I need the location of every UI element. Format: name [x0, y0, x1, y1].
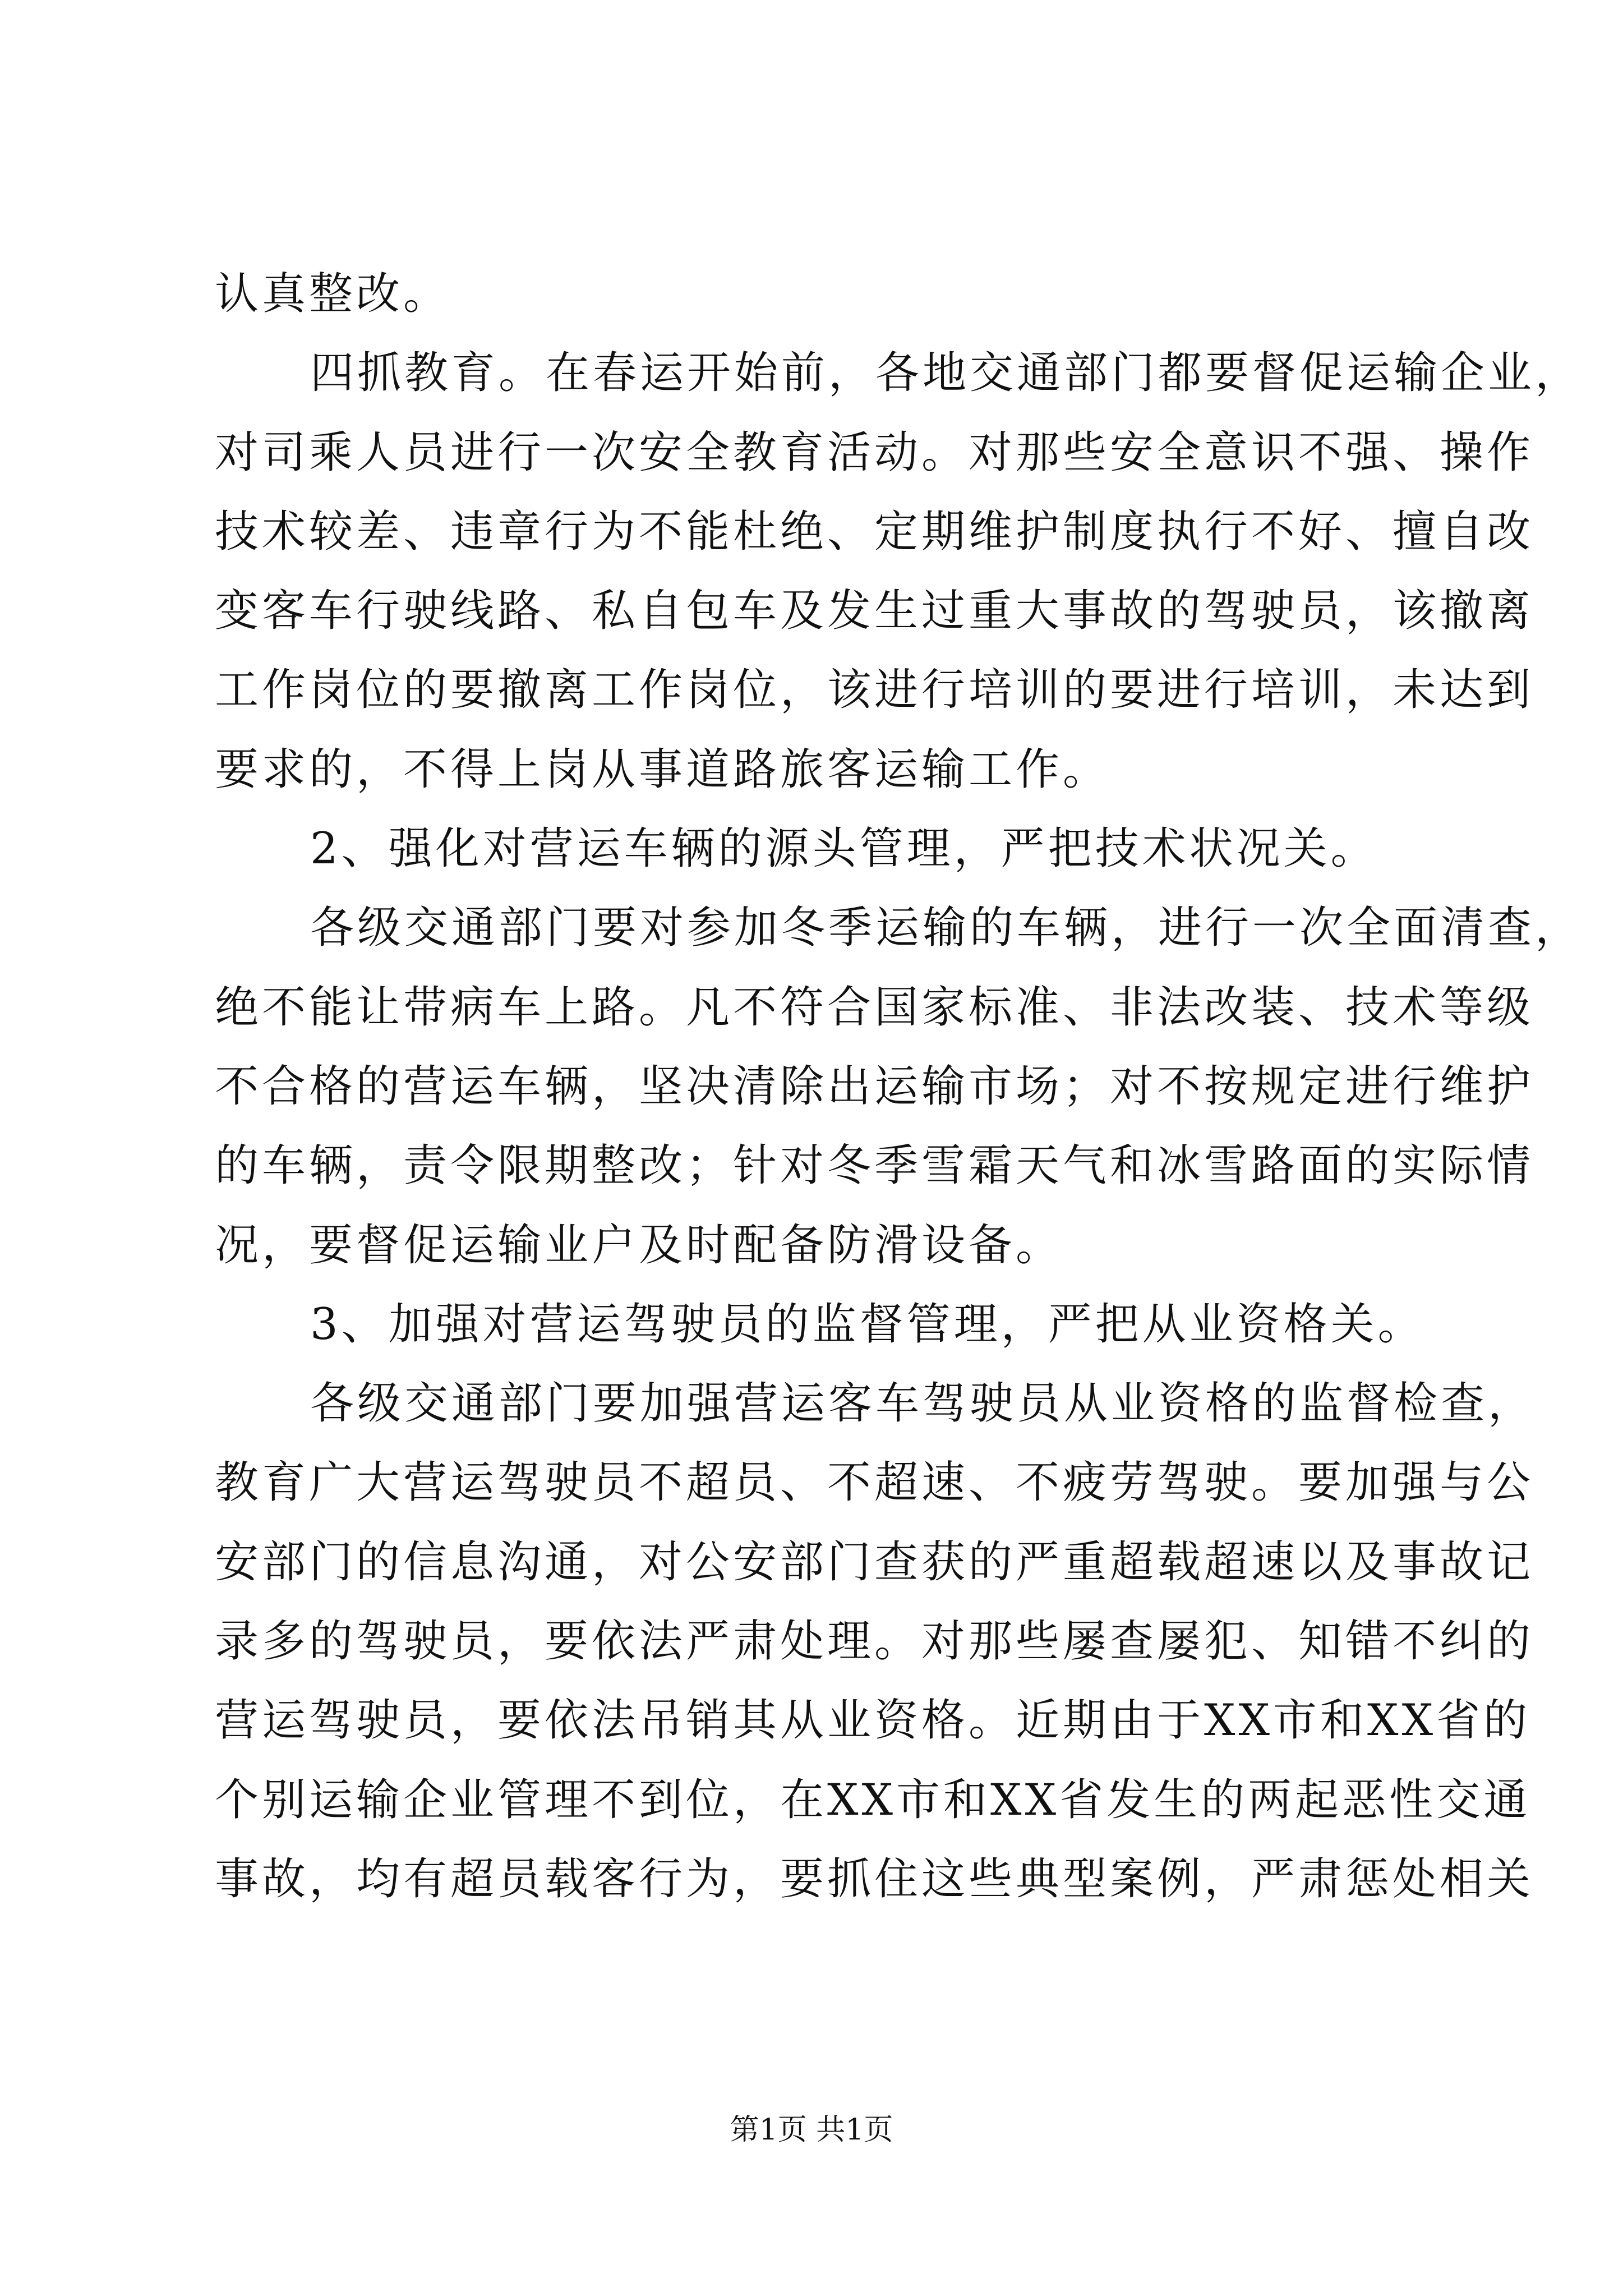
- text-line: 要求的，不得上岗从事道路旅客运输工作。: [215, 744, 1110, 795]
- text-line: 教育广大营运驾驶员不超员、不超速、不疲劳驾驶。要加强与公: [215, 1457, 1534, 1508]
- text-line: 变客车行驶线路、私自包车及发生过重大事故的驾驶员，该撤离: [215, 586, 1534, 637]
- section-heading: 3、加强对营运驾驶员的监督管理，严把从业资格关。: [310, 1299, 1425, 1350]
- text-line: 事故，均有超员载客行为，要抓住这些典型案例，严肃惩处相关: [215, 1853, 1534, 1904]
- text-line: 技术较差、违章行为不能杜绝、定期维护制度执行不好、擅自改: [215, 506, 1534, 557]
- text-line: 营运驾驶员，要依法吊销其从业资格。近期由于XX市和XX省的: [215, 1695, 1531, 1746]
- text-line: 对司乘人员进行一次安全教育活动。对那些安全意识不强、操作: [215, 427, 1534, 478]
- text-line: 个别运输企业管理不到位，在XX市和XX省发生的两起恶性交通: [215, 1774, 1531, 1825]
- page-footer: [0, 2110, 1623, 2150]
- paragraph-start-line: 各级交通部门要加强营运客车驾驶员从业资格的监督检查，: [310, 1378, 1536, 1429]
- text-line: 工作岗位的要撤离工作岗位，该进行培训的要进行培训，未达到: [215, 665, 1534, 716]
- paragraph-start-line: 各级交通部门要对参加冬季运输的车辆，进行一次全面清查，: [310, 903, 1583, 954]
- text-line: 况，要督促运输业户及时配备防滑设备。: [215, 1220, 1063, 1271]
- text-line: 安部门的信息沟通，对公安部门查获的严重超载超速以及事故记: [215, 1536, 1534, 1588]
- text-line: 认真整改。: [215, 269, 451, 319]
- text-line: 的车辆，责令限期整改；针对冬季雪霜天气和冰雪路面的实际情: [215, 1140, 1534, 1191]
- text-line: 不合格的营运车辆，坚决清除出运输市场；对不按规定进行维护: [215, 1061, 1534, 1112]
- paragraph-start-line: 四抓教育。在春运开始前，各地交通部门都要督促运输企业，: [310, 348, 1583, 399]
- text-line: 录多的驾驶员，要依法严肃处理。对那些屡查屡犯、知错不纠的: [215, 1616, 1534, 1667]
- document-body: [215, 255, 1583, 1919]
- section-heading: 2、强化对营运车辆的源头管理，严把技术状况关。: [310, 823, 1378, 875]
- text-line: 绝不能让带病车上路。凡不符合国家标准、非法改装、技术等级: [215, 982, 1534, 1033]
- page-number: 第1页 共1页: [730, 2113, 893, 2147]
